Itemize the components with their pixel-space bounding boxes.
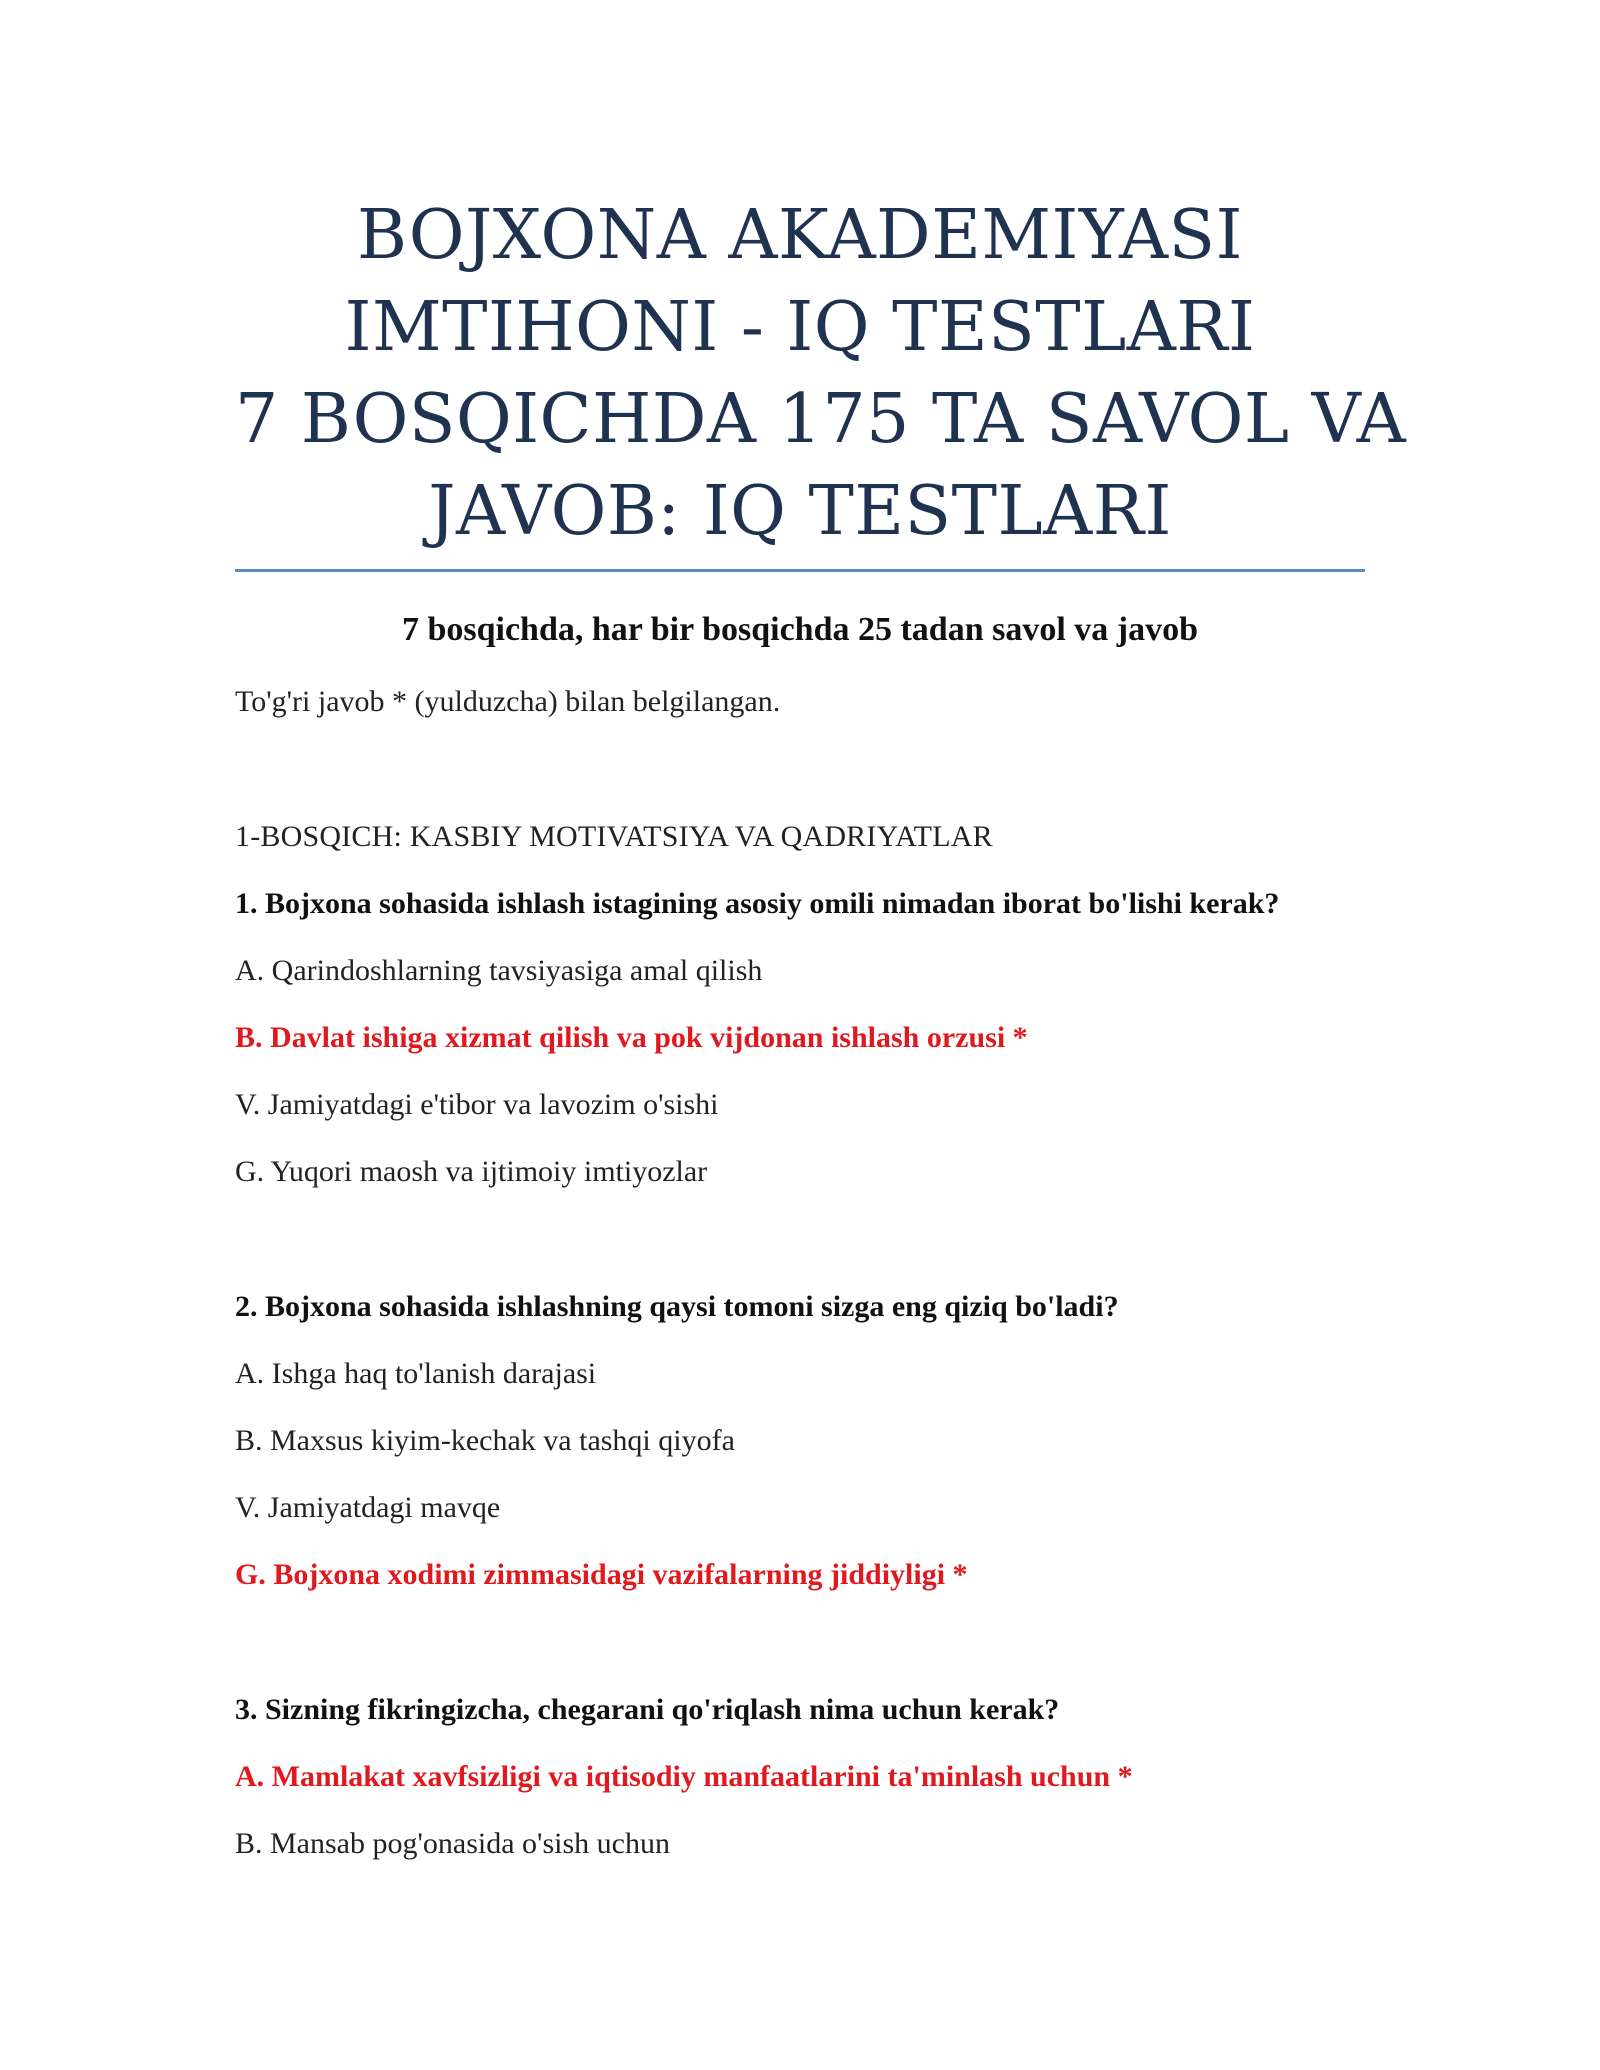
answer-key-note: To'g'ri javob * (yulduzcha) bilan belgilangan. (235, 685, 781, 718)
title-line-3: 7 BOSQICHDA 175 TA SAVOL VA (235, 380, 1407, 459)
question-1: 1. Bojxona sohasida ishlash istagining asosiy omili nimadan iborat bo'lishi kerak? (235, 887, 1280, 920)
stage-heading: 1-BOSQICH: KASBIY MOTIVATSIYA VA QADRIYATLAR (235, 820, 993, 853)
title-line-2: IMTIHONI - IQ TESTLARI (344, 288, 1256, 367)
question-2: 2. Bojxona sohasida ishlashning qaysi tomoni sizga eng qiziq bo'ladi? (235, 1290, 1119, 1323)
document-subtitle: 7 bosqichda, har bir bosqichda 25 tadan savol va javob (401, 611, 1199, 648)
question-2-option-b: B. Maxsus kiyim-kechak va tashqi qiyofa (235, 1424, 735, 1457)
question-2-option-v: V. Jamiyatdagi mavqe (235, 1491, 501, 1524)
title-divider (235, 569, 1365, 572)
question-3-option-a-correct: A. Mamlakat xavfsizligi va iqtisodiy manfaatlarini ta'minlash uchun * (235, 1760, 1133, 1793)
title-line-4: JAVOB: IQ TESTLARI (428, 472, 1172, 551)
question-2-option-a: A. Ishga haq to'lanish darajasi (235, 1357, 597, 1390)
question-1-option-g: G. Yuqori maosh va ijtimoiy imtiyozlar (235, 1155, 708, 1188)
question-1-option-b-correct: B. Davlat ishiga xizmat qilish va pok vijdonan ishlash orzusi * (235, 1021, 1028, 1054)
question-3: 3. Sizning fikringizcha, chegarani qo'riqlash nima uchun kerak? (235, 1693, 1060, 1726)
question-3-option-b: B. Mansab pog'onasida o'sish uchun (235, 1827, 670, 1860)
document-title (235, 190, 1407, 558)
question-2-option-g-correct: G. Bojxona xodimi zimmasidagi vazifalarning jiddiyligi * (235, 1558, 968, 1591)
title-line-1: BOJXONA AKADEMIYASI (357, 196, 1243, 275)
question-1-option-v: V. Jamiyatdagi e'tibor va lavozim o'sishi (235, 1088, 719, 1121)
question-1-option-a: A. Qarindoshlarning tavsiyasiga amal qilish (235, 954, 763, 987)
